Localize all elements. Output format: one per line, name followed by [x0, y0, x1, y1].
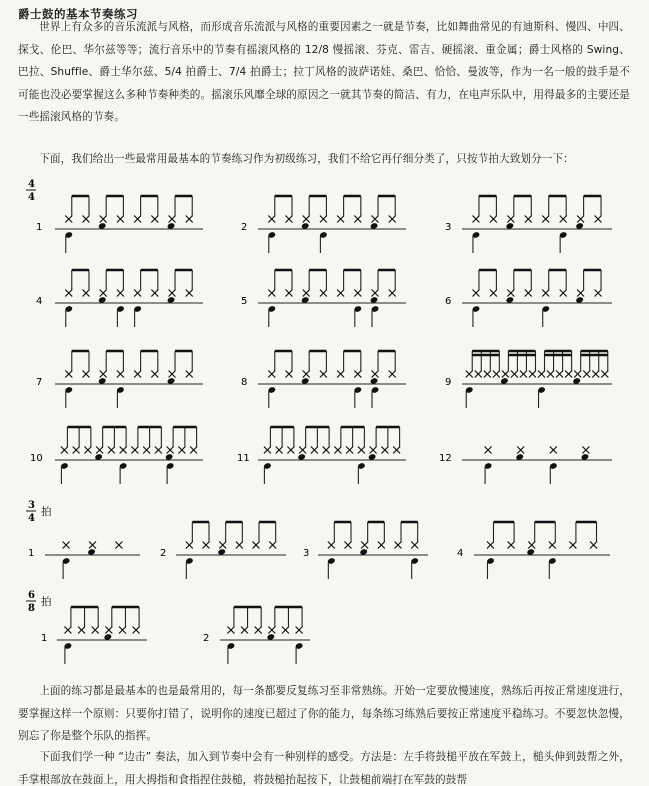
section-intro-paragraph: 下面，我们给出一些最常用最基本的节奏练习作为初级练习，我们不给它再仔细分类了，只按节拍大致划分一下：: [39, 153, 574, 165]
rhythm-pattern: [55, 196, 203, 253]
rhythm-pattern: [176, 522, 286, 579]
exercise-number: 2: [241, 222, 248, 233]
rhythm-pattern: [474, 522, 610, 579]
time-signature-bottom: 4: [28, 513, 35, 524]
exercise-number: 4: [36, 296, 43, 307]
exercise-number: 7: [36, 377, 43, 388]
time-signature-suffix: 拍: [41, 506, 52, 518]
rhythm-pattern: [55, 427, 203, 484]
rhythm-pattern: [258, 427, 406, 484]
rhythm-pattern: [220, 607, 310, 664]
rhythm-pattern: [258, 196, 406, 253]
time-signature-top: 3: [28, 500, 35, 511]
rhythm-pattern: [45, 542, 140, 580]
exercise-number: 12: [439, 453, 452, 464]
time-signature-3-4: [26, 500, 52, 524]
rhythm-pattern: [462, 351, 612, 408]
exercise-number: 11: [237, 453, 250, 464]
rhythm-pattern: [57, 607, 147, 664]
rhythm-pattern: [462, 447, 612, 485]
exercise-number: 2: [203, 633, 210, 644]
rhythm-patterns: [45, 196, 612, 664]
time-signature-top: 6: [28, 590, 35, 601]
time-signature-suffix: 拍: [41, 596, 52, 608]
rhythm-pattern: [258, 351, 406, 408]
exercise-number: 6: [445, 296, 452, 307]
outro-paragraph: 上面的练习都是最基本的也是最常用的，每一条都要反复练习至非常熟练。开始一定要放慢速度，熟练后再按正常速度进行，要掌握这样一个原则：只要你打错了，说明你的速度已超过了你的能力，每条练习练熟后要按正常速度平稳练习。不要忽快忽慢，别忘了你是整个乐队的指挥。: [18, 685, 630, 742]
exercise-number: 1: [36, 222, 43, 233]
time-signature-bottom: 8: [28, 603, 35, 614]
exercise-number: 10: [30, 453, 43, 464]
exercise-number: 5: [241, 296, 248, 307]
intro-paragraph: 世界上有众多的音乐流派与风格，而形成音乐流派与风格的重要因素之一就是节奏，比如舞曲常见的有迪斯科、慢四、中四、探戈、伦巴、华尔兹等等；流行音乐中的节奏有摇滚风格的 12/8 慢摇滚、芬克、雷吉、硬摇滚、重金属；爵士风格的 Swing、巴拉、Shuffle、爵士华尔兹、5/4 拍爵士、7/4 拍爵士；拉丁风格的波萨诺娃、桑巴、恰恰、曼波等，作为一名一般的鼓手是不可能也没必要掌握这么多种节奏种类的。摇滚乐风靡全球的原因之一就其节奏的简洁、有力，在电声乐队中，用得最多的主要还是一些摇滚风格的节奏。: [18, 21, 630, 123]
rhythm-pattern: [55, 351, 203, 408]
exercise-number: 1: [28, 548, 35, 559]
rhythm-pattern: [318, 522, 428, 579]
rhythm-pattern: [462, 270, 612, 327]
time-signature-bottom: 4: [28, 192, 35, 203]
exercise-number: 9: [445, 377, 452, 388]
rhythm-pattern: [258, 270, 406, 327]
page-title: 爵士鼓的基本节奏练习: [18, 7, 138, 21]
rhythm-pattern: [55, 270, 203, 327]
exercise-number: 1: [41, 633, 48, 644]
exercise-number: 2: [160, 548, 167, 559]
rimshot-paragraph: 下面我们学一种 “边击” 奏法，加入到节奏中会有一种别样的感受。方法是：左手将鼓槌平放在军鼓上，槌头伸到鼓帮之外，手掌根部放在鼓面上，用大拇指和食指捏住鼓槌，将鼓槌抬起按下，让鼓槌前端打在军鼓的鼓帮: [18, 751, 630, 786]
exercise-number: 8: [241, 377, 248, 388]
time-signature-6-8: [26, 590, 52, 614]
exercise-number: 3: [303, 548, 310, 559]
time-signature-top: 4: [28, 179, 35, 190]
exercise-number: 3: [445, 222, 452, 233]
exercise-number: 4: [457, 548, 464, 559]
time-signature-4-4: [26, 179, 36, 203]
rhythm-pattern: [462, 196, 612, 253]
